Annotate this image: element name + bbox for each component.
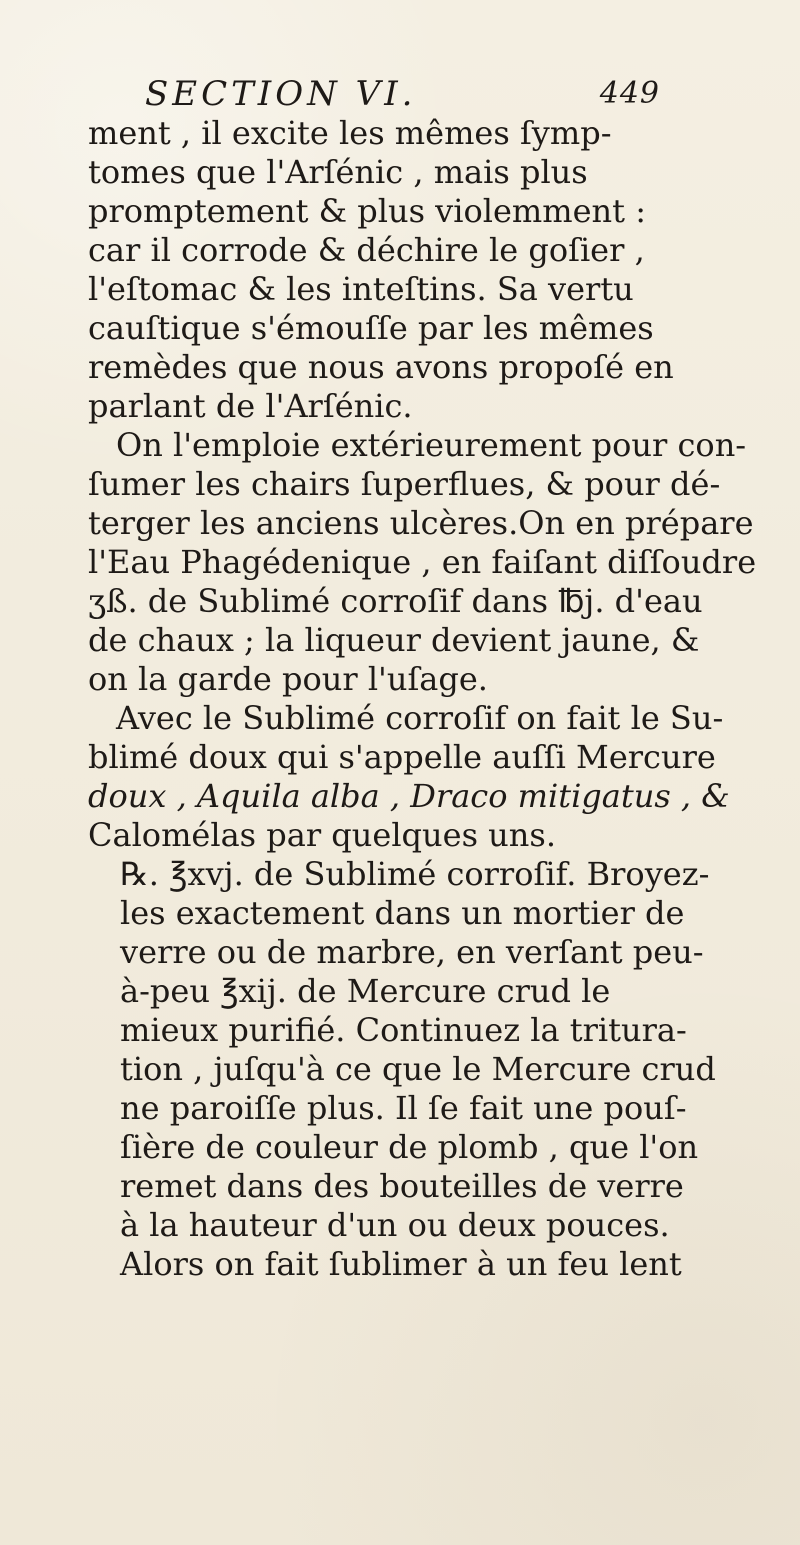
text-line-19: Calomélas par quelques uns. <box>88 816 556 854</box>
text-line-30: Alors on fait ſublimer à un feu lent <box>120 1245 682 1283</box>
text-line-6: cauſtique s'émouſſe par les mêmes <box>88 309 654 347</box>
text-line-29: à la hauteur d'un ou deux pouces. <box>120 1206 670 1244</box>
text-line-8: parlant de l'Arſénic. <box>88 387 413 425</box>
text-line-23: à-peu ℥xij. de Mercure crud le <box>120 972 611 1010</box>
text-line-3: promptement & plus violemment : <box>88 192 646 230</box>
text-line-26: ne paroiſſe plus. Il ſe fait une pouſ- <box>120 1089 687 1127</box>
page-header <box>145 74 660 114</box>
text-line-17: blimé doux qui s'appelle auſſi Mercure <box>88 738 716 776</box>
text-line-12: l'Eau Phagédenique , en faiſant diſſoudre <box>88 543 757 581</box>
text-line-25: tion , juſqu'à ce que le Mercure crud <box>120 1050 716 1088</box>
text-line-16: Avec le Sublimé corroſif on fait le Su- <box>116 699 724 737</box>
text-line-22: verre ou de marbre, en verſant peu- <box>120 933 704 971</box>
text-line-9: On l'emploie extérieurement pour con- <box>116 426 747 464</box>
text-line-4: car il corrode & déchire le goſier , <box>88 231 645 269</box>
text-line-5: l'eſtomac & les inteſtins. Sa vertu <box>88 270 634 308</box>
text-line-18: doux , Aquila alba , Draco mitigatus , & <box>88 777 730 815</box>
text-line-13: ʒß. de Sublimé corroſif dans ℔j. d'eau <box>88 582 703 620</box>
text-line-10: ſumer les chairs ſuperflues, & pour dé- <box>88 465 721 503</box>
text-line-1: ment , il excite les mêmes ſymp- <box>88 114 612 152</box>
text-line-15: on la garde pour l'uſage. <box>88 660 488 698</box>
text-line-11: terger les anciens ulcères.On en prépare <box>88 504 754 542</box>
running-title: SECTION VI. <box>145 74 417 114</box>
text-line-20: ℞. ℥xvj. de Sublimé corroſif. Broyez- <box>120 855 710 893</box>
text-line-24: mieux purifié. Continuez la tritura- <box>120 1011 687 1049</box>
text-line-27: ſière de couleur de plomb , que l'on <box>120 1128 699 1166</box>
text-line-28: remet dans des bouteilles de verre <box>120 1167 684 1205</box>
text-line-21: les exactement dans un mortier de <box>120 894 685 932</box>
text-line-14: de chaux ; la liqueur devient jaune, & <box>88 621 700 659</box>
text-line-7: remèdes que nous avons propoſé en <box>88 348 674 386</box>
text-line-2: tomes que l'Arſénic , mais plus <box>88 153 588 191</box>
page-number: 449 <box>599 76 660 111</box>
